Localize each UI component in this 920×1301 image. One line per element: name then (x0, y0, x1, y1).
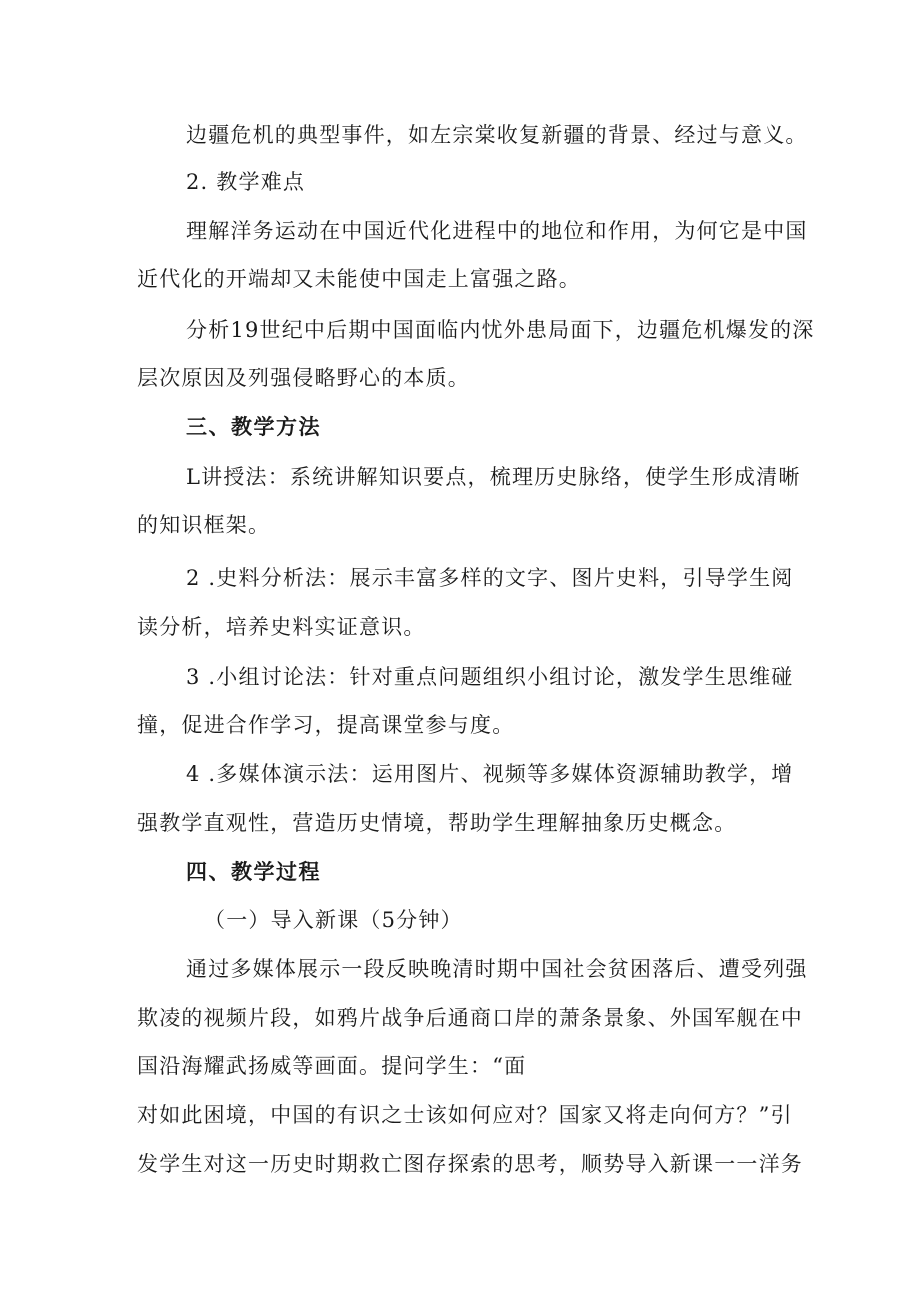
paragraph-line: 的知识框架。 (137, 513, 271, 537)
paragraph-line: 近代化的开端却又未能使中国走上富强之路。 (137, 267, 581, 291)
paragraph-line: 撞，促进合作学习，提高课堂参与度。 (137, 713, 515, 737)
paragraph-line: 分析19世纪中后期中国面临内忧外患局面下，边疆危机爆发的深 (186, 318, 815, 342)
paragraph-line: 层次原因及列强侵略野心的本质。 (137, 366, 470, 390)
paragraph-line: 国沿海耀武扬威等画面。提问学生：“面 (137, 1054, 527, 1078)
paragraph-line: 理解洋务运动在中国近代化进程中的地位和作用，为何它是中国 (186, 219, 808, 243)
paragraph-line: 强教学直观性，营造历史情境，帮助学生理解抽象历史概念。 (137, 811, 737, 835)
paragraph-line: L讲授法：系统讲解知识要点，梳理历史脉络，使学生形成清晰 (186, 465, 801, 489)
paragraph-line: 对如此困境，中国的有识之士该如何应对？国家又将走向何方？”引 (137, 1103, 793, 1127)
paragraph-line: 4 .多媒体演示法：运用图片、视频等多媒体资源辅助教学，增 (186, 762, 794, 786)
paragraph-line: 欺凌的视频片段，如鸦片战争后通商口岸的萧条景象、外国军舰在中 (137, 1006, 803, 1030)
paragraph-line: 边疆危机的典型事件，如左宗棠收复新疆的背景、经过与意义。 (186, 123, 808, 147)
paragraph-line: 读分析，培养史料实证意识。 (137, 615, 426, 639)
paragraph-line: 通过多媒体展示一段反映晚清时期中国社会贫困落后、遭受列强 (186, 957, 808, 981)
paragraph-line: 2 .史料分析法：展示丰富多样的文字、图片史料，引导学生阅 (186, 566, 794, 590)
paragraph-line: 发学生对这一历史时期救亡图存探索的思考，顺势导入新课一一洋务 (137, 1152, 803, 1176)
paragraph-line: 3 .小组讨论法：针对重点问题组织小组讨论，激发学生思维碰 (186, 665, 794, 689)
section-heading-teaching-process: 四、教学过程 (186, 859, 321, 884)
section-heading-teaching-methods: 三、教学方法 (186, 414, 321, 439)
subheading-teaching-difficulties: 2. 教学难点 (186, 170, 306, 194)
subheading-introduction: （一）导入新课（5分钟） (204, 908, 463, 932)
